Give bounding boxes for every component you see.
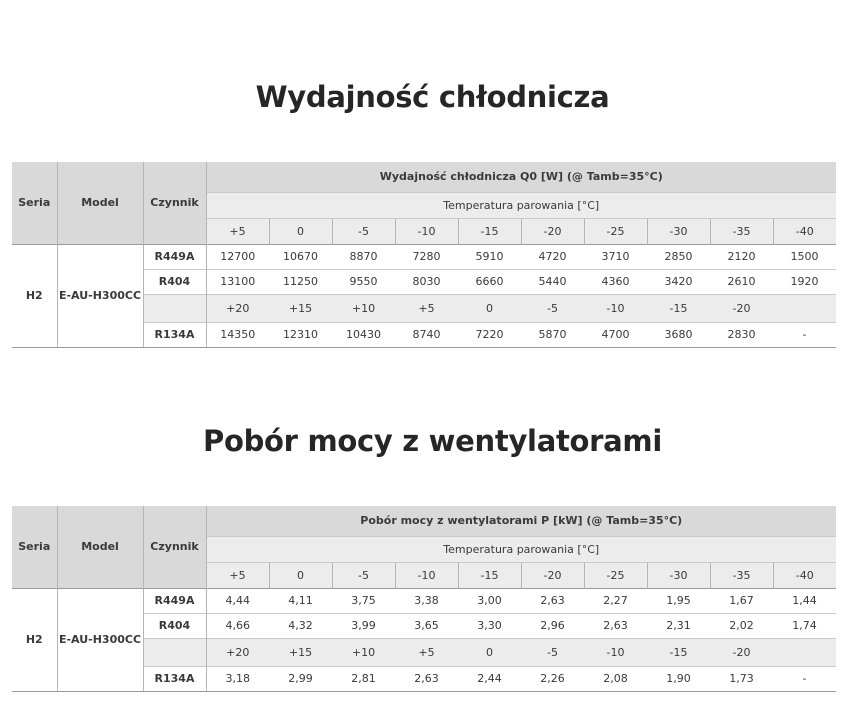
model-value: E-AU-H300CC (57, 588, 143, 691)
temperature-header-cell: -25 (584, 562, 647, 588)
value-cell: 3680 (647, 322, 710, 347)
value-cell: 4,66 (206, 613, 269, 638)
value-cell: 2,44 (458, 666, 521, 691)
seria-value: H2 (12, 244, 57, 347)
value-cell: 8030 (395, 269, 458, 294)
temperature-r134a-cell: -5 (521, 638, 584, 666)
empty-refrigerant-cell (143, 294, 206, 322)
value-cell: 2,63 (521, 588, 584, 613)
header-seria: Seria (12, 162, 57, 244)
temperature-r134a-cell: 0 (458, 294, 521, 322)
refrigerant-cell: R449A (143, 244, 206, 269)
value-cell: - (773, 322, 836, 347)
model-value: E-AU-H300CC (57, 244, 143, 347)
value-cell: 2,26 (521, 666, 584, 691)
value-cell: 9550 (332, 269, 395, 294)
temperature-header-cell: -35 (710, 562, 773, 588)
value-cell: 5910 (458, 244, 521, 269)
value-cell: 1500 (773, 244, 836, 269)
value-cell: 12700 (206, 244, 269, 269)
header-temperature-label: Temperatura parowania [°C] (206, 536, 836, 562)
seria-value: H2 (12, 588, 57, 691)
header-seria: Seria (12, 506, 57, 588)
value-cell: 2,02 (710, 613, 773, 638)
value-cell: 4,11 (269, 588, 332, 613)
refrigerant-cell: R404 (143, 269, 206, 294)
value-cell: 3420 (647, 269, 710, 294)
temperature-header-cell: -15 (458, 562, 521, 588)
temperature-r134a-cell: -20 (710, 294, 773, 322)
value-cell: 1,44 (773, 588, 836, 613)
value-cell: 1,74 (773, 613, 836, 638)
temperature-r134a-cell (773, 638, 836, 666)
value-cell: 3,00 (458, 588, 521, 613)
temperature-header-cell: -40 (773, 562, 836, 588)
value-cell: - (773, 666, 836, 691)
value-cell: 14350 (206, 322, 269, 347)
temperature-r134a-cell: +5 (395, 294, 458, 322)
header-model: Model (57, 162, 143, 244)
section-title-power-consumption: Pobór mocy z wentylatorami (203, 424, 662, 458)
temperature-header-cell: -40 (773, 218, 836, 244)
value-cell: 8740 (395, 322, 458, 347)
temperature-r134a-cell (773, 294, 836, 322)
value-cell: 13100 (206, 269, 269, 294)
header-czynnik: Czynnik (143, 162, 206, 244)
header-main: Wydajność chłodnicza Q0 [W] (@ Tamb=35°C) (206, 162, 836, 192)
temperature-header-cell: +5 (206, 218, 269, 244)
value-cell: 1,73 (710, 666, 773, 691)
value-cell: 12310 (269, 322, 332, 347)
value-cell: 2610 (710, 269, 773, 294)
temperature-r134a-cell: -10 (584, 638, 647, 666)
value-cell: 3,30 (458, 613, 521, 638)
header-czynnik: Czynnik (143, 506, 206, 588)
temperature-header-cell: -15 (458, 218, 521, 244)
value-cell: 5870 (521, 322, 584, 347)
temperature-r134a-cell: +10 (332, 638, 395, 666)
temperature-header-cell: -5 (332, 562, 395, 588)
value-cell: 3,75 (332, 588, 395, 613)
value-cell: 1920 (773, 269, 836, 294)
value-cell: 1,90 (647, 666, 710, 691)
value-cell: 7220 (458, 322, 521, 347)
value-cell: 10430 (332, 322, 395, 347)
header-temperature-label: Temperatura parowania [°C] (206, 192, 836, 218)
power-consumption-table (12, 506, 836, 692)
refrigerant-cell: R449A (143, 588, 206, 613)
temperature-header-cell: -10 (395, 562, 458, 588)
temperature-header-cell: -5 (332, 218, 395, 244)
value-cell: 4360 (584, 269, 647, 294)
temperature-r134a-cell: -15 (647, 638, 710, 666)
value-cell: 2,27 (584, 588, 647, 613)
value-cell: 5440 (521, 269, 584, 294)
value-cell: 2850 (647, 244, 710, 269)
temperature-r134a-cell: +10 (332, 294, 395, 322)
temperature-r134a-cell: -5 (521, 294, 584, 322)
value-cell: 2,81 (332, 666, 395, 691)
temperature-header-cell: -30 (647, 562, 710, 588)
header-main: Pobór mocy z wentylatorami P [kW] (@ Tamb=35°C) (206, 506, 836, 536)
refrigerant-cell: R134A (143, 666, 206, 691)
temperature-r134a-cell: +15 (269, 638, 332, 666)
value-cell: 4700 (584, 322, 647, 347)
temperature-header-cell: 0 (269, 218, 332, 244)
value-cell: 3,18 (206, 666, 269, 691)
value-cell: 3,65 (395, 613, 458, 638)
value-cell: 2,63 (395, 666, 458, 691)
value-cell: 2,63 (584, 613, 647, 638)
temperature-header-cell: 0 (269, 562, 332, 588)
value-cell: 2830 (710, 322, 773, 347)
temperature-header-cell: -20 (521, 218, 584, 244)
value-cell: 11250 (269, 269, 332, 294)
temperature-header-cell: -20 (521, 562, 584, 588)
value-cell: 3,99 (332, 613, 395, 638)
temperature-r134a-cell: -20 (710, 638, 773, 666)
temperature-r134a-cell: +5 (395, 638, 458, 666)
temperature-r134a-cell: -10 (584, 294, 647, 322)
value-cell: 4720 (521, 244, 584, 269)
value-cell: 1,67 (710, 588, 773, 613)
value-cell: 2,96 (521, 613, 584, 638)
value-cell: 2,31 (647, 613, 710, 638)
refrigerant-cell: R134A (143, 322, 206, 347)
temperature-header-cell: -30 (647, 218, 710, 244)
value-cell: 2120 (710, 244, 773, 269)
temperature-r134a-cell: +15 (269, 294, 332, 322)
value-cell: 6660 (458, 269, 521, 294)
temperature-r134a-cell: +20 (206, 294, 269, 322)
temperature-header-cell: -10 (395, 218, 458, 244)
value-cell: 3710 (584, 244, 647, 269)
temperature-header-cell: -35 (710, 218, 773, 244)
value-cell: 8870 (332, 244, 395, 269)
temperature-header-cell: +5 (206, 562, 269, 588)
empty-refrigerant-cell (143, 638, 206, 666)
cooling-capacity-table (12, 162, 836, 348)
temperature-r134a-cell: +20 (206, 638, 269, 666)
temperature-r134a-cell: 0 (458, 638, 521, 666)
value-cell: 4,32 (269, 613, 332, 638)
value-cell: 1,95 (647, 588, 710, 613)
value-cell: 4,44 (206, 588, 269, 613)
value-cell: 2,99 (269, 666, 332, 691)
section-title-cooling-capacity: Wydajność chłodnicza (255, 80, 610, 114)
value-cell: 3,38 (395, 588, 458, 613)
temperature-header-cell: -25 (584, 218, 647, 244)
temperature-r134a-cell: -15 (647, 294, 710, 322)
header-model: Model (57, 506, 143, 588)
value-cell: 10670 (269, 244, 332, 269)
refrigerant-cell: R404 (143, 613, 206, 638)
value-cell: 2,08 (584, 666, 647, 691)
value-cell: 7280 (395, 244, 458, 269)
